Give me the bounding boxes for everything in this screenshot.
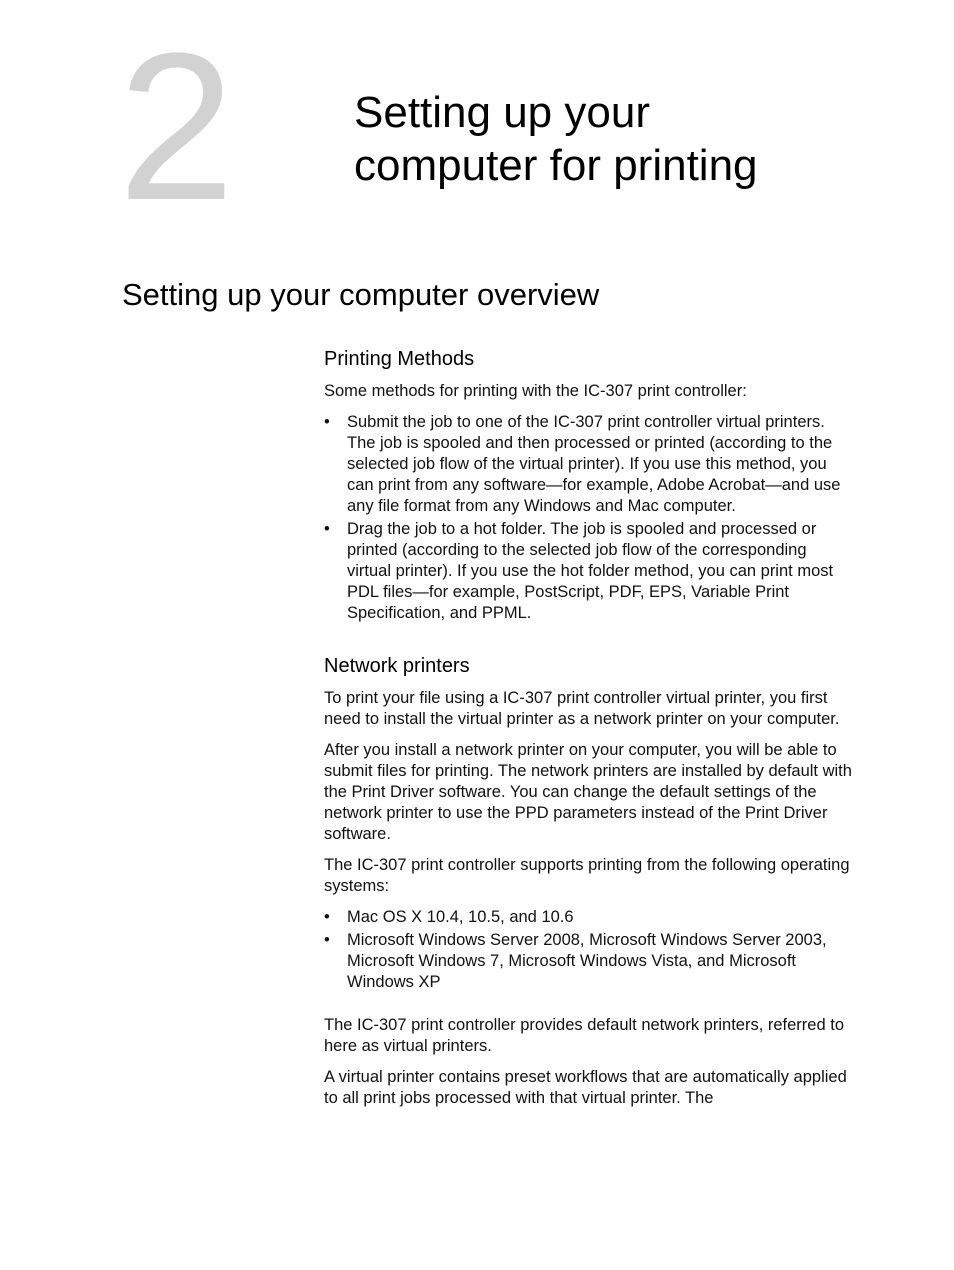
chapter-title-line-1: Setting up your [354,88,650,137]
bullet-icon: • [324,413,330,431]
spacer [324,634,854,653]
printing-methods-list [324,412,854,624]
paragraph: The IC-307 print controller supports printing from the following operating systems: [324,856,850,895]
list-item [324,907,854,928]
list-item-text: Microsoft Windows Server 2008, Microsoft Windows Server 2003, Microsoft Windows 7, Microsoft Windows Vista, and Microsoft Windows XP [347,931,827,991]
bullet-icon: • [324,931,330,949]
list-item [324,412,854,517]
section-title: Setting up your computer overview [122,277,600,312]
chapter-title [354,86,914,192]
list-item-text: Submit the job to one of the IC-307 print controller virtual printers. The job is spooled and then processed or printed (according to the selected job flow of the virtual printer). If you use this method, you can print from any software—for example, Adobe Acrobat—and use any file format from any Windows and Mac computer. [347,413,841,515]
main-content [324,346,854,1119]
chapter-title-line-2: computer for printing [354,141,758,190]
list-item-text: Mac OS X 10.4, 10.5, and 10.6 [347,908,574,926]
paragraph: To print your file using a IC-307 print controller virtual printer, you first need to install the virtual printer as a network printer on your computer. [324,689,840,728]
list-item-text: Drag the job to a hot folder. The job is spooled and processed or printed (according to the selected job flow of the corresponding virtual printer). If you use the hot folder method, you can print most PDL files—for example, PostScript, PDF, EPS, Variable Print Specification, and PPML. [347,520,834,622]
network-printers-heading: Network printers [324,655,470,677]
printing-methods-heading: Printing Methods [324,348,475,370]
paragraph: After you install a network printer on your computer, you will be able to submit files for printing. The network printers are installed by default with the Print Driver software. You can change the default settings of the network printer to use the PPD parameters instead of the Print Driver software. [324,741,852,843]
chapter-number: 2 [118,9,233,244]
os-list [324,907,854,993]
printing-methods-intro: Some methods for printing with the IC-307 print controller: [324,382,747,400]
paragraph: The IC-307 print controller provides default network printers, referred to here as virtual printers. [324,1016,844,1055]
paragraph: A virtual printer contains preset workflows that are automatically applied to all print jobs processed with that virtual printer. The [324,1068,847,1107]
bullet-icon: • [324,908,330,926]
spacer [324,1003,854,1015]
list-item [324,930,854,993]
bullet-icon: • [324,520,330,538]
list-item [324,519,854,624]
